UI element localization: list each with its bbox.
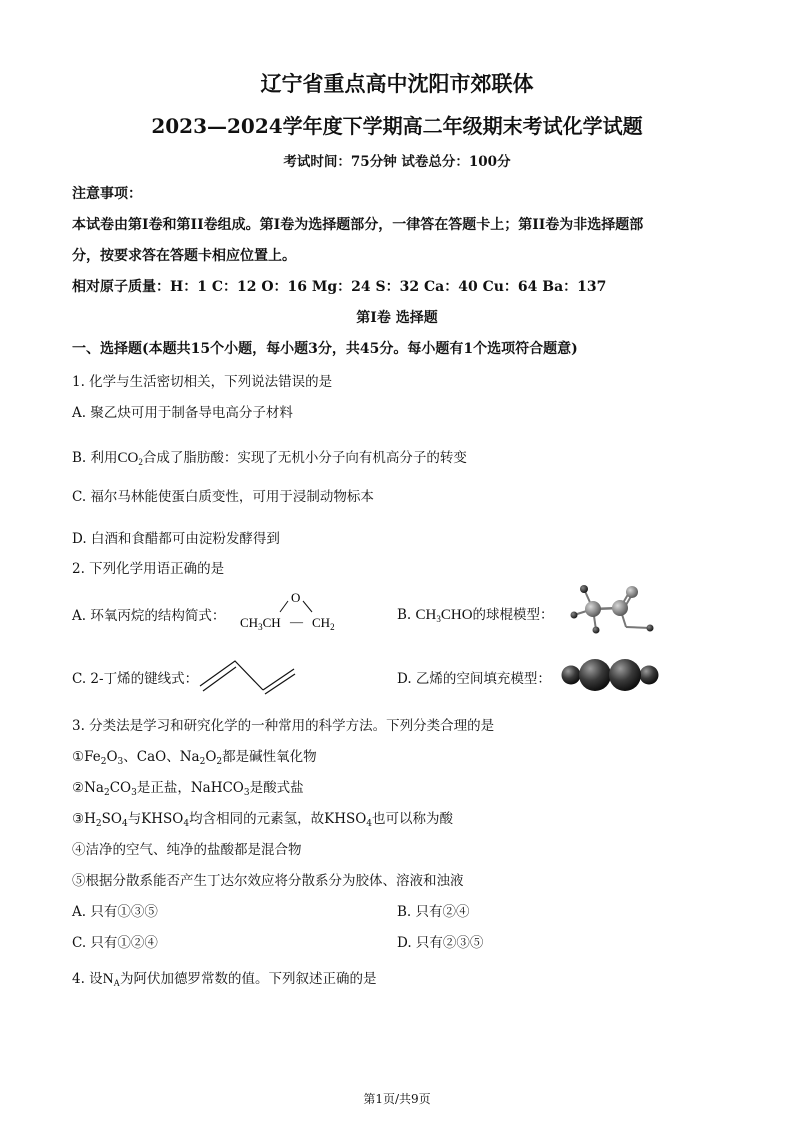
co2-formula [118,450,143,466]
epoxypropane-svg [240,588,350,636]
q1-option-b-text: 合成了脂肪酸：实现了无机小分子向有机高分子的转变 [142,450,467,466]
notice-line-1: 本试卷由第I卷和第II卷组成。第I卷为选择题部分，一律答在答题卡上；第II卷为非选择题部 [72,217,644,233]
q3-statement-4: ④洁净的空气、纯净的盐酸都是混合物 [72,842,302,858]
h-bond-end [626,627,650,628]
q1-option-c: C. 福尔马林能使蛋白质变性，可用于浸制动物标本 [72,489,374,505]
q3-option-a: A. 只有①③⑤ [72,904,158,920]
q3-statement-5: ⑤根据分散系能否产生丁达尔效应将分散系分为胶体、溶液和浊液 [72,873,464,889]
ch3cho-formula: $CH_3CHO$ [415,607,473,624]
q2-option-b-prefix: B. [397,607,412,623]
ball-stick-svg [568,583,660,639]
co2-symbol: CO [117,450,139,466]
q2-option-a-label: A. 环氧丙烷的结构简式： [72,608,226,624]
o-atom [626,586,638,598]
h-atom-4 [647,625,654,632]
q1-option-b-prefix: B. 利用 [72,450,118,466]
q4-stem: 4. 设$N_A$为阿伏加德罗常数的值。下列叙述正确的是 [72,971,377,988]
q2-option-c-label: C. 2-丁烯的键线式： [72,671,199,687]
sf-c-atom-1 [579,659,611,691]
exam-title-school: 辽宁省重点高中沈阳市郊联体 [260,71,534,96]
section-title: 第I卷 选择题 [356,310,438,326]
q3-option-c: C. 只有①②④ [72,935,158,951]
q3-statement-2: $②Na_2CO_3$是正盐，NaHCO$_3$是酸式盐 [72,780,304,798]
h-atom-1 [580,585,588,593]
acetaldehyde-ball-stick-model [568,583,660,639]
epoxy-bond-left [280,601,288,612]
notice-heading: 注意事项： [72,186,142,202]
co2-subscript: 2 [138,457,143,467]
epoxy-ch2: $CH_2$ [312,615,335,632]
butene-skeletal-formula [198,656,298,696]
exam-info: 考试时间：75分钟 试卷总分：100分 [283,154,511,170]
section-instruction: 一、选择题(本题共15个小题，每小题3分，共45分。每小题有1个选项符合题意) [72,341,578,357]
q2-option-b-text: 的球棍模型： [472,607,554,623]
q1-stem: 1. 化学与生活密切相关，下列说法错误的是 [72,374,333,390]
q2-option-b-label [397,603,554,624]
q2-stem: 2. 下列化学用语正确的是 [72,561,225,577]
sf-h-atom-1 [562,666,581,685]
q2-option-d-label: D. 乙烯的空间填充模型： [397,671,551,687]
c-atom-2 [612,600,628,616]
h-atom-3 [593,627,600,634]
skeletal-double-bond-1 [203,667,236,691]
q3-stem: 3. 分类法是学习和研究化学的一种常用的科学方法。下列分类合理的是 [72,718,495,734]
skeletal-double-bond-2 [265,674,295,694]
avogadro-symbol: $N_A$ [102,971,121,988]
q1-option-b [72,446,467,467]
q3-option-d: D. 只有②③⑤ [397,935,484,951]
space-filling-svg [560,657,662,693]
q1-option-d: D. 白酒和食醋都可由淀粉发酵得到 [72,531,280,547]
notice-line-2: 分，按要求答在答题卡相应位置上。 [72,248,296,264]
epoxypropane-structure [240,588,350,636]
sf-c-atom-2 [609,659,641,691]
q3-statement-1: $①Fe_2O_3$、CaO、$Na_2O_2$都是碱性氧化物 [72,749,317,767]
c-atom-1 [585,601,601,617]
q1-option-a: A. 聚乙炔可用于制备导电高分子材料 [72,405,293,421]
ethylene-space-filling-model [560,657,662,693]
skeletal-end-bond [263,669,294,690]
exam-title: 2023—2024学年度下学期高二年级期末考试化学试题 [151,114,643,138]
epoxy-dash: — [290,614,303,629]
q3-option-b: B. 只有②④ [397,904,470,920]
epoxy-bond-right [303,601,312,612]
skeletal-svg [198,656,298,696]
epoxy-oxygen: O [291,590,301,605]
atomic-masses: 相对原子质量：H：1 C：12 O：16 Mg：24 S：32 Ca：40 Cu：64 Ba：137 [72,279,607,295]
h-atom-2 [571,612,578,619]
sf-h-atom-2 [640,666,659,685]
page-number: 第1页/共9页 [363,1092,431,1106]
epoxy-ch3ch: $CH_3CH$ [240,615,281,632]
q3-statement-3: $③H_2SO_4$与$KHSO_4$均含相同的元素氢，故$KHSO_4$也可以称为酸 [72,811,454,829]
